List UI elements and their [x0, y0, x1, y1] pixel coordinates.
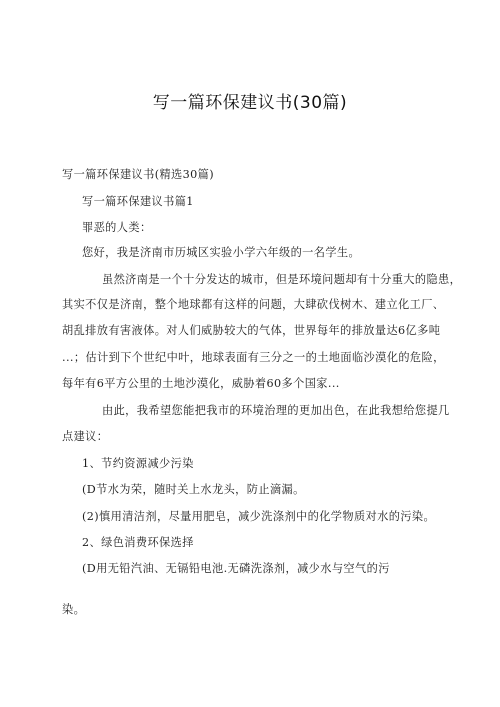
list-item: (2)慎用清洁剂，尽量用肥皂，减少洗涤剂中的化学物质对水的污染。 [82, 510, 436, 523]
list-item: (D用无铅汽油、无镉铅电池.无磷洗涤剂，减少水与空气的污 [82, 562, 390, 575]
paragraph-line: 虽然济南是一个十分发达的城市，但是环境问题却有十分重大的隐患， [102, 273, 462, 286]
greeting-line: 您好，我是济南市历城区实验小学六年级的一名学生。 [82, 246, 361, 259]
paragraph-line: 每年有6平方公里的土地沙漠化，威胁着60多个国家... [62, 377, 340, 390]
paragraph-line: 由此，我希望您能把我市的环境治理的更加出色，在此我想给您提几 [102, 404, 450, 417]
paragraph-line: ...；估计到下个世纪中叶，地球表面有三分之一的土地面临沙漠化的危险， [62, 351, 445, 364]
document-title: 写一篇环保建议书(30篇) [152, 93, 348, 113]
section-heading: 写一篇环保建议书篇1 [82, 195, 194, 208]
paragraph-line: 胡乱排放有害液体。对人们威胁较大的气体，世界每年的排放量达6亿多吨 [62, 324, 441, 337]
paragraph-line: 其实不仅是济南，整个地球都有这样的问题，大肆砍伐树木、建立化工厂、 [62, 298, 445, 311]
paragraph-line: 染。 [62, 603, 86, 616]
subtitle-line: 写一篇环保建议书(精选30篇) [62, 168, 215, 181]
salutation: 罪恶的人类： [82, 221, 152, 234]
paragraph-line: 点建议： [62, 430, 109, 443]
list-heading: 1、节约资源减少污染 [82, 457, 194, 470]
list-item: (D节水为荣，随时关上水龙头，防止滴漏。 [82, 483, 305, 496]
list-heading: 2、绿色消费环保选择 [82, 536, 194, 549]
